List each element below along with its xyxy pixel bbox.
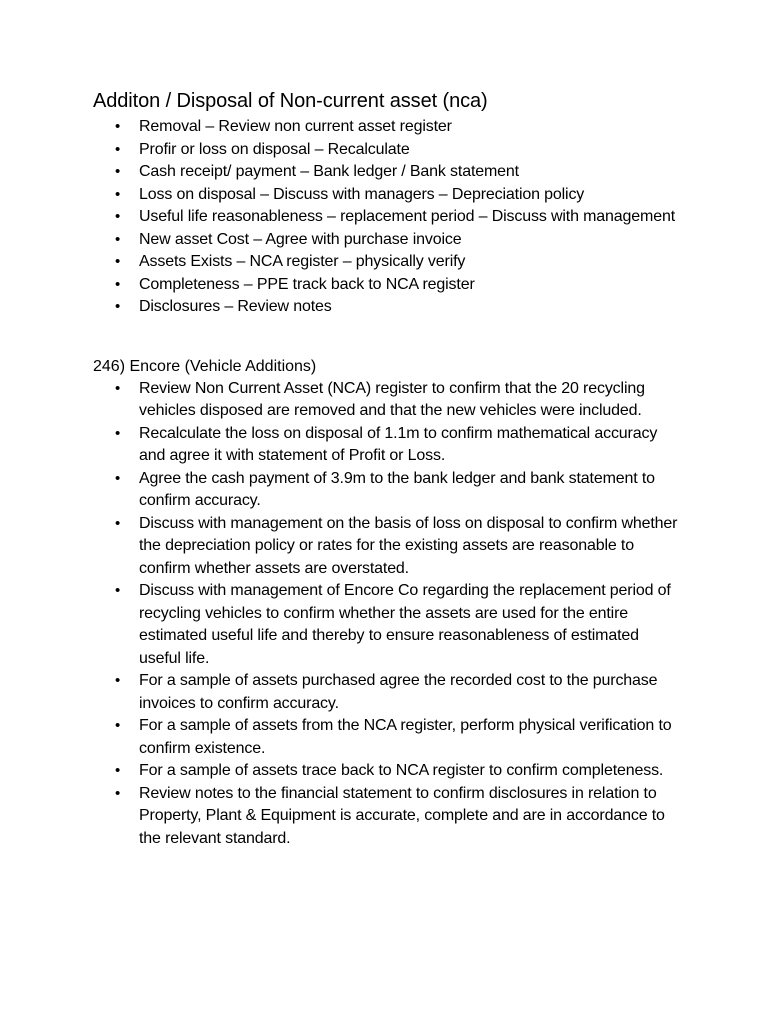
list-item (93, 715, 683, 760)
section-spacer (93, 319, 683, 355)
list-item-text: Profir or loss on disposal – Recalculate (139, 140, 410, 158)
bullet-icon: • (115, 784, 121, 802)
list-item-text: New asset Cost – Agree with purchase invoice (139, 230, 462, 248)
bullet-icon: • (115, 208, 121, 225)
list-item-text: Recalculate the loss on disposal of 1.1m to confirm mathematical accuracy and agree it with statement of Profit or Loss. (139, 424, 658, 464)
list-item (93, 251, 683, 274)
bullet-icon: • (115, 514, 121, 532)
bullet-icon: • (115, 379, 121, 397)
bullet-icon: • (115, 717, 121, 734)
list-item-text: Completeness – PPE track back to NCA register (139, 275, 475, 293)
list-item-text: Review notes to the financial statement to confirm disclosures in relation to Property, Plant & Equipment is accurate, complete and are in accordance to the relevant standard. (139, 784, 665, 847)
list-item-text: Useful life reasonableness – replacement period – Discuss with management (139, 208, 676, 225)
list-item-text: Assets Exists – NCA register – physically verify (139, 253, 466, 270)
bullet-icon: • (115, 469, 121, 487)
list-item-text: Removal – Review non current asset register (139, 118, 452, 135)
list-item (93, 296, 683, 319)
list-item-text: Cash receipt/ payment – Bank ledger / Bank statement (139, 163, 519, 180)
bullet-icon: • (115, 185, 121, 203)
bullet-icon: • (115, 298, 121, 315)
list-item-text: For a sample of assets trace back to NCA register to confirm completeness. (139, 762, 664, 779)
list-item (93, 161, 683, 184)
section-2-heading: 246) Encore (Vehicle Additions) (93, 357, 317, 375)
bullet-icon: • (115, 275, 121, 293)
list-item (93, 184, 683, 207)
section-2-list (93, 378, 683, 851)
document-body (93, 86, 683, 850)
list-item (93, 580, 683, 670)
section-1-list (93, 116, 683, 319)
list-item-text: Discuss with management of Encore Co regarding the replacement period of recycling vehicles to confirm whether the assets are used for the entire estimated useful life and thereby to ensure reasonableness of estimated useful life. (139, 582, 671, 667)
list-item (93, 229, 683, 252)
list-item (93, 206, 683, 229)
list-item (93, 423, 683, 468)
list-item-text: Disclosures – Review notes (139, 298, 332, 315)
list-item-text: Discuss with management on the basis of loss on disposal to confirm whether the depreciation policy or rates for the existing assets are reasonable to confirm whether assets are overstated. (139, 514, 678, 577)
list-item (93, 116, 683, 139)
list-item (93, 139, 683, 162)
list-item-text: Review Non Current Asset (NCA) register to confirm that the 20 recycling vehicles disposed are removed and that the new vehicles were included. (139, 379, 645, 419)
bullet-icon: • (115, 230, 121, 248)
list-item-text: For a sample of assets from the NCA register, perform physical verification to confirm existence. (139, 717, 672, 757)
bullet-icon: • (115, 163, 121, 180)
bullet-icon: • (115, 672, 121, 689)
bullet-icon: • (115, 253, 121, 270)
list-item (93, 468, 683, 513)
list-item (93, 378, 683, 423)
section-1-heading: Additon / Disposal of Non-current asset (nca) (93, 90, 488, 112)
list-item (93, 783, 683, 851)
list-item (93, 760, 683, 783)
bullet-icon: • (115, 424, 121, 442)
bullet-icon: • (115, 582, 121, 599)
list-item-text: Agree the cash payment of 3.9m to the bank ledger and bank statement to confirm accuracy. (139, 469, 655, 509)
bullet-icon: • (115, 140, 121, 158)
bullet-icon: • (115, 762, 121, 779)
list-item (93, 670, 683, 715)
list-item (93, 513, 683, 581)
list-item (93, 274, 683, 297)
list-item-text: Loss on disposal – Discuss with managers – Depreciation policy (139, 185, 585, 203)
list-item-text: For a sample of assets purchased agree the recorded cost to the purchase invoices to confirm accuracy. (139, 672, 658, 712)
bullet-icon: • (115, 118, 121, 135)
